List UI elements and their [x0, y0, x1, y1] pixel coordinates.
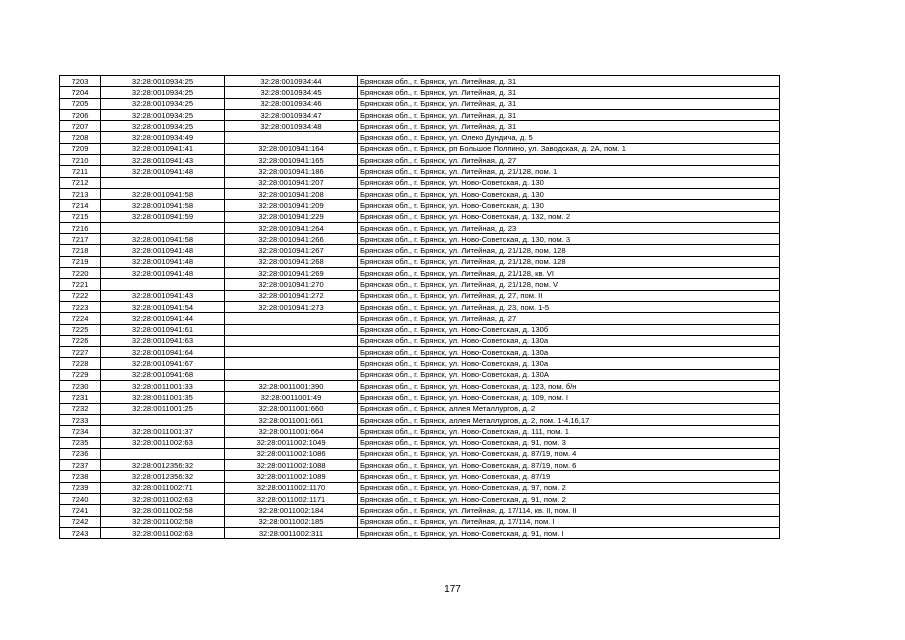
land-cadastral-number-cell: 32:28:0010934:25 [101, 87, 225, 98]
table-row [60, 335, 780, 346]
table-row [60, 290, 780, 301]
object-cadastral-number-cell: 32:28:0010941:264 [225, 222, 358, 233]
address-cell: Брянская обл., г. Брянск, ул. Ново-Советская, д. 91, пом. 3 [358, 437, 780, 448]
row-number-cell: 7221 [60, 279, 101, 290]
row-number-cell: 7224 [60, 313, 101, 324]
row-number-cell: 7233 [60, 414, 101, 425]
object-cadastral-number-cell: 32:28:0010941:186 [225, 166, 358, 177]
address-cell: Брянская обл., г. Брянск, ул. Олеко Дундича, д. 5 [358, 132, 780, 143]
object-cadastral-number-cell [225, 324, 358, 335]
land-cadastral-number-cell: 32:28:0010941:48 [101, 166, 225, 177]
table-row [60, 121, 780, 132]
object-cadastral-number-cell: 32:28:0010941:272 [225, 290, 358, 301]
object-cadastral-number-cell: 32:28:0010941:267 [225, 245, 358, 256]
object-cadastral-number-cell: 32:28:0010934:46 [225, 98, 358, 109]
object-cadastral-number-cell [225, 313, 358, 324]
row-number-cell: 7239 [60, 482, 101, 493]
table-row [60, 527, 780, 538]
land-cadastral-number-cell: 32:28:0010941:43 [101, 155, 225, 166]
table-row [60, 143, 780, 154]
object-cadastral-number-cell: 32:28:0010941:208 [225, 188, 358, 199]
row-number-cell: 7238 [60, 471, 101, 482]
row-number-cell: 7216 [60, 222, 101, 233]
table-row [60, 222, 780, 233]
land-cadastral-number-cell: 32:28:0010941:43 [101, 290, 225, 301]
row-number-cell: 7215 [60, 211, 101, 222]
object-cadastral-number-cell: 32:28:0011001:49 [225, 392, 358, 403]
address-cell: Брянская обл., г. Брянск, ул. Ново-Советская, д. 130А [358, 369, 780, 380]
table-row [60, 505, 780, 516]
table-row [60, 109, 780, 120]
land-cadastral-number-cell: 32:28:0010941:44 [101, 313, 225, 324]
object-cadastral-number-cell: 32:28:0011002:1089 [225, 471, 358, 482]
object-cadastral-number-cell: 32:28:0011001:390 [225, 381, 358, 392]
table-row [60, 414, 780, 425]
land-cadastral-number-cell: 32:28:0010941:68 [101, 369, 225, 380]
table-row [60, 87, 780, 98]
row-number-cell: 7210 [60, 155, 101, 166]
table-row [60, 347, 780, 358]
row-number-cell: 7232 [60, 403, 101, 414]
land-cadastral-number-cell: 32:28:0012356:32 [101, 460, 225, 471]
table-row [60, 324, 780, 335]
table-row [60, 188, 780, 199]
land-cadastral-number-cell: 32:28:0010941:64 [101, 347, 225, 358]
row-number-cell: 7204 [60, 87, 101, 98]
row-number-cell: 7212 [60, 177, 101, 188]
address-cell: Брянская обл., г. Брянск, ул. Литейная, д. 17/114, кв. II, пом. II [358, 505, 780, 516]
row-number-cell: 7229 [60, 369, 101, 380]
row-number-cell: 7230 [60, 381, 101, 392]
object-cadastral-number-cell [225, 132, 358, 143]
land-cadastral-number-cell: 32:28:0010934:25 [101, 121, 225, 132]
row-number-cell: 7205 [60, 98, 101, 109]
registry-table-body [60, 76, 780, 539]
table-row [60, 313, 780, 324]
land-cadastral-number-cell: 32:28:0011001:35 [101, 392, 225, 403]
address-cell: Брянская обл., г. Брянск, ул. Литейная, д. 23 [358, 222, 780, 233]
object-cadastral-number-cell [225, 347, 358, 358]
object-cadastral-number-cell: 32:28:0010941:270 [225, 279, 358, 290]
table-row [60, 437, 780, 448]
address-cell: Брянская обл., г. Брянск, ул. Ново-Советская, д. 130а [358, 358, 780, 369]
object-cadastral-number-cell [225, 358, 358, 369]
row-number-cell: 7242 [60, 516, 101, 527]
land-cadastral-number-cell: 32:28:0010941:48 [101, 268, 225, 279]
row-number-cell: 7211 [60, 166, 101, 177]
address-cell: Брянская обл., г. Брянск, ул. Литейная, д. 31 [358, 87, 780, 98]
object-cadastral-number-cell: 32:28:0010941:273 [225, 301, 358, 312]
address-cell: Брянская обл., г. Брянск, ул. Ново-Советская, д. 97, пом. 2 [358, 482, 780, 493]
object-cadastral-number-cell: 32:28:0010934:48 [225, 121, 358, 132]
land-cadastral-number-cell [101, 414, 225, 425]
table-row [60, 426, 780, 437]
object-cadastral-number-cell: 32:28:0010941:269 [225, 268, 358, 279]
table-row [60, 369, 780, 380]
address-cell: Брянская обл., г. Брянск, аллея Металлургов, д. 2, пом. 1-4,16,17 [358, 414, 780, 425]
address-cell: Брянская обл., г. Брянск, ул. Ново-Советская, д. 87/19, пом. 4 [358, 448, 780, 459]
address-cell: Брянская обл., г. Брянск, ул. Литейная, д. 21/128, пом. 128 [358, 256, 780, 267]
table-row [60, 234, 780, 245]
land-cadastral-number-cell: 32:28:0010941:48 [101, 245, 225, 256]
table-row [60, 301, 780, 312]
address-cell: Брянская обл., г. Брянск, ул. Литейная, д. 23, пом. 1-5 [358, 301, 780, 312]
object-cadastral-number-cell: 32:28:0010934:44 [225, 76, 358, 87]
object-cadastral-number-cell: 32:28:0011002:184 [225, 505, 358, 516]
table-row [60, 256, 780, 267]
object-cadastral-number-cell: 32:28:0010941:207 [225, 177, 358, 188]
land-cadastral-number-cell [101, 222, 225, 233]
row-number-cell: 7241 [60, 505, 101, 516]
address-cell: Брянская обл., г. Брянск, ул. Ново-Советская, д. 87/19 [358, 471, 780, 482]
row-number-cell: 7223 [60, 301, 101, 312]
address-cell: Брянская обл., г. Брянск, ул. Литейная, д. 31 [358, 76, 780, 87]
row-number-cell: 7214 [60, 200, 101, 211]
land-cadastral-number-cell: 32:28:0011002:58 [101, 516, 225, 527]
table-row [60, 448, 780, 459]
address-cell: Брянская обл., г. Брянск, ул. Литейная, д. 21/128, пом. V [358, 279, 780, 290]
land-cadastral-number-cell: 32:28:0011002:63 [101, 493, 225, 504]
table-row [60, 460, 780, 471]
object-cadastral-number-cell: 32:28:0010941:164 [225, 143, 358, 154]
land-cadastral-number-cell: 32:28:0010941:58 [101, 200, 225, 211]
row-number-cell: 7222 [60, 290, 101, 301]
table-row [60, 358, 780, 369]
row-number-cell: 7236 [60, 448, 101, 459]
row-number-cell: 7213 [60, 188, 101, 199]
address-cell: Брянская обл., г. Брянск, ул. Литейная, д. 31 [358, 98, 780, 109]
land-cadastral-number-cell: 32:28:0012356:32 [101, 471, 225, 482]
land-cadastral-number-cell: 32:28:0010941:54 [101, 301, 225, 312]
row-number-cell: 7227 [60, 347, 101, 358]
land-cadastral-number-cell: 32:28:0011002:63 [101, 437, 225, 448]
table-row [60, 76, 780, 87]
land-cadastral-number-cell: 32:28:0011001:33 [101, 381, 225, 392]
row-number-cell: 7234 [60, 426, 101, 437]
object-cadastral-number-cell: 32:28:0011001:664 [225, 426, 358, 437]
row-number-cell: 7231 [60, 392, 101, 403]
address-cell: Брянская обл., г. Брянск, аллея Металлургов, д. 2 [358, 403, 780, 414]
address-cell: Брянская обл., г. Брянск, ул. Ново-Советская, д. 123, пом. б/н [358, 381, 780, 392]
address-cell: Брянская обл., г. Брянск, ул. Ново-Советская, д. 132, пом. 2 [358, 211, 780, 222]
address-cell: Брянская обл., г. Брянск, ул. Ново-Советская, д. 130, пом. 3 [358, 234, 780, 245]
page-number: 177 [444, 584, 461, 595]
address-cell: Брянская обл., г. Брянск, рп Большое Полпино, ул. Заводская, д. 2А, пом. 1 [358, 143, 780, 154]
table-row [60, 482, 780, 493]
land-cadastral-number-cell: 32:28:0010934:25 [101, 109, 225, 120]
table-row [60, 268, 780, 279]
object-cadastral-number-cell: 32:28:0011002:1086 [225, 448, 358, 459]
land-cadastral-number-cell: 32:28:0011002:63 [101, 527, 225, 538]
table-row [60, 403, 780, 414]
address-cell: Брянская обл., г. Брянск, ул. Ново-Советская, д. 91, пом. 2 [358, 493, 780, 504]
object-cadastral-number-cell [225, 369, 358, 380]
address-cell: Брянская обл., г. Брянск, ул. Литейная, д. 21/128, кв. VI [358, 268, 780, 279]
land-cadastral-number-cell: 32:28:0010941:48 [101, 256, 225, 267]
row-number-cell: 7219 [60, 256, 101, 267]
registry-table [59, 75, 780, 539]
land-cadastral-number-cell: 32:28:0010941:58 [101, 188, 225, 199]
object-cadastral-number-cell: 32:28:0010934:47 [225, 109, 358, 120]
address-cell: Брянская обл., г. Брянск, ул. Ново-Советская, д. 130б [358, 324, 780, 335]
row-number-cell: 7207 [60, 121, 101, 132]
object-cadastral-number-cell: 32:28:0011001:660 [225, 403, 358, 414]
land-cadastral-number-cell: 32:28:0010941:67 [101, 358, 225, 369]
land-cadastral-number-cell: 32:28:0010941:58 [101, 234, 225, 245]
object-cadastral-number-cell: 32:28:0011002:185 [225, 516, 358, 527]
address-cell: Брянская обл., г. Брянск, ул. Литейная, д. 27 [358, 313, 780, 324]
land-cadastral-number-cell: 32:28:0010941:63 [101, 335, 225, 346]
address-cell: Брянская обл., г. Брянск, ул. Ново-Советская, д. 91, пом. I [358, 527, 780, 538]
table-row [60, 516, 780, 527]
address-cell: Брянская обл., г. Брянск, ул. Литейная, д. 31 [358, 109, 780, 120]
land-cadastral-number-cell: 32:28:0010941:41 [101, 143, 225, 154]
land-cadastral-number-cell: 32:28:0011002:71 [101, 482, 225, 493]
land-cadastral-number-cell: 32:28:0010941:61 [101, 324, 225, 335]
table-row [60, 471, 780, 482]
object-cadastral-number-cell: 32:28:0010934:45 [225, 87, 358, 98]
table-row [60, 155, 780, 166]
object-cadastral-number-cell: 32:28:0011002:1170 [225, 482, 358, 493]
address-cell: Брянская обл., г. Брянск, ул. Ново-Советская, д. 109, пом. I [358, 392, 780, 403]
object-cadastral-number-cell: 32:28:0011002:1171 [225, 493, 358, 504]
land-cadastral-number-cell: 32:28:0011002:58 [101, 505, 225, 516]
table-row [60, 392, 780, 403]
table-row [60, 177, 780, 188]
address-cell: Брянская обл., г. Брянск, ул. Литейная, д. 27 [358, 155, 780, 166]
land-cadastral-number-cell: 32:28:0010941:59 [101, 211, 225, 222]
table-row [60, 381, 780, 392]
row-number-cell: 7217 [60, 234, 101, 245]
address-cell: Брянская обл., г. Брянск, ул. Литейная, д. 17/114, пом. I [358, 516, 780, 527]
address-cell: Брянская обл., г. Брянск, ул. Ново-Советская, д. 130 [358, 177, 780, 188]
object-cadastral-number-cell: 32:28:0010941:165 [225, 155, 358, 166]
land-cadastral-number-cell: 32:28:0011001:25 [101, 403, 225, 414]
row-number-cell: 7240 [60, 493, 101, 504]
address-cell: Брянская обл., г. Брянск, ул. Ново-Советская, д. 130 [358, 200, 780, 211]
land-cadastral-number-cell: 32:28:0010934:49 [101, 132, 225, 143]
address-cell: Брянская обл., г. Брянск, ул. Литейная, д. 27, пом. II [358, 290, 780, 301]
row-number-cell: 7226 [60, 335, 101, 346]
address-cell: Брянская обл., г. Брянск, ул. Ново-Советская, д. 130а [358, 347, 780, 358]
land-cadastral-number-cell: 32:28:0010934:25 [101, 76, 225, 87]
table-row [60, 200, 780, 211]
land-cadastral-number-cell [101, 279, 225, 290]
address-cell: Брянская обл., г. Брянск, ул. Ново-Советская, д. 130а [358, 335, 780, 346]
table-row [60, 493, 780, 504]
object-cadastral-number-cell: 32:28:0010941:268 [225, 256, 358, 267]
row-number-cell: 7243 [60, 527, 101, 538]
object-cadastral-number-cell: 32:28:0011002:311 [225, 527, 358, 538]
row-number-cell: 7208 [60, 132, 101, 143]
table-row [60, 211, 780, 222]
land-cadastral-number-cell: 32:28:0010934:25 [101, 98, 225, 109]
table-row [60, 132, 780, 143]
object-cadastral-number-cell: 32:28:0010941:209 [225, 200, 358, 211]
table-row [60, 279, 780, 290]
address-cell: Брянская обл., г. Брянск, ул. Ново-Советская, д. 130 [358, 188, 780, 199]
row-number-cell: 7228 [60, 358, 101, 369]
address-cell: Брянская обл., г. Брянск, ул. Ново-Советская, д. 111, пом. 1 [358, 426, 780, 437]
object-cadastral-number-cell: 32:28:0011002:1088 [225, 460, 358, 471]
row-number-cell: 7235 [60, 437, 101, 448]
address-cell: Брянская обл., г. Брянск, ул. Ново-Советская, д. 87/19, пом. 6 [358, 460, 780, 471]
address-cell: Брянская обл., г. Брянск, ул. Литейная, д. 31 [358, 121, 780, 132]
object-cadastral-number-cell: 32:28:0011002:1049 [225, 437, 358, 448]
object-cadastral-number-cell [225, 335, 358, 346]
row-number-cell: 7237 [60, 460, 101, 471]
row-number-cell: 7209 [60, 143, 101, 154]
row-number-cell: 7218 [60, 245, 101, 256]
row-number-cell: 7203 [60, 76, 101, 87]
land-cadastral-number-cell: 32:28:0011001:37 [101, 426, 225, 437]
object-cadastral-number-cell: 32:28:0010941:266 [225, 234, 358, 245]
address-cell: Брянская обл., г. Брянск, ул. Литейная, д. 21/128, пом. 128 [358, 245, 780, 256]
table-row [60, 166, 780, 177]
object-cadastral-number-cell: 32:28:0011001:661 [225, 414, 358, 425]
row-number-cell: 7206 [60, 109, 101, 120]
row-number-cell: 7225 [60, 324, 101, 335]
land-cadastral-number-cell [101, 448, 225, 459]
address-cell: Брянская обл., г. Брянск, ул. Литейная, д. 21/128, пом. 1 [358, 166, 780, 177]
object-cadastral-number-cell: 32:28:0010941:229 [225, 211, 358, 222]
table-row [60, 98, 780, 109]
row-number-cell: 7220 [60, 268, 101, 279]
table-row [60, 245, 780, 256]
land-cadastral-number-cell [101, 177, 225, 188]
